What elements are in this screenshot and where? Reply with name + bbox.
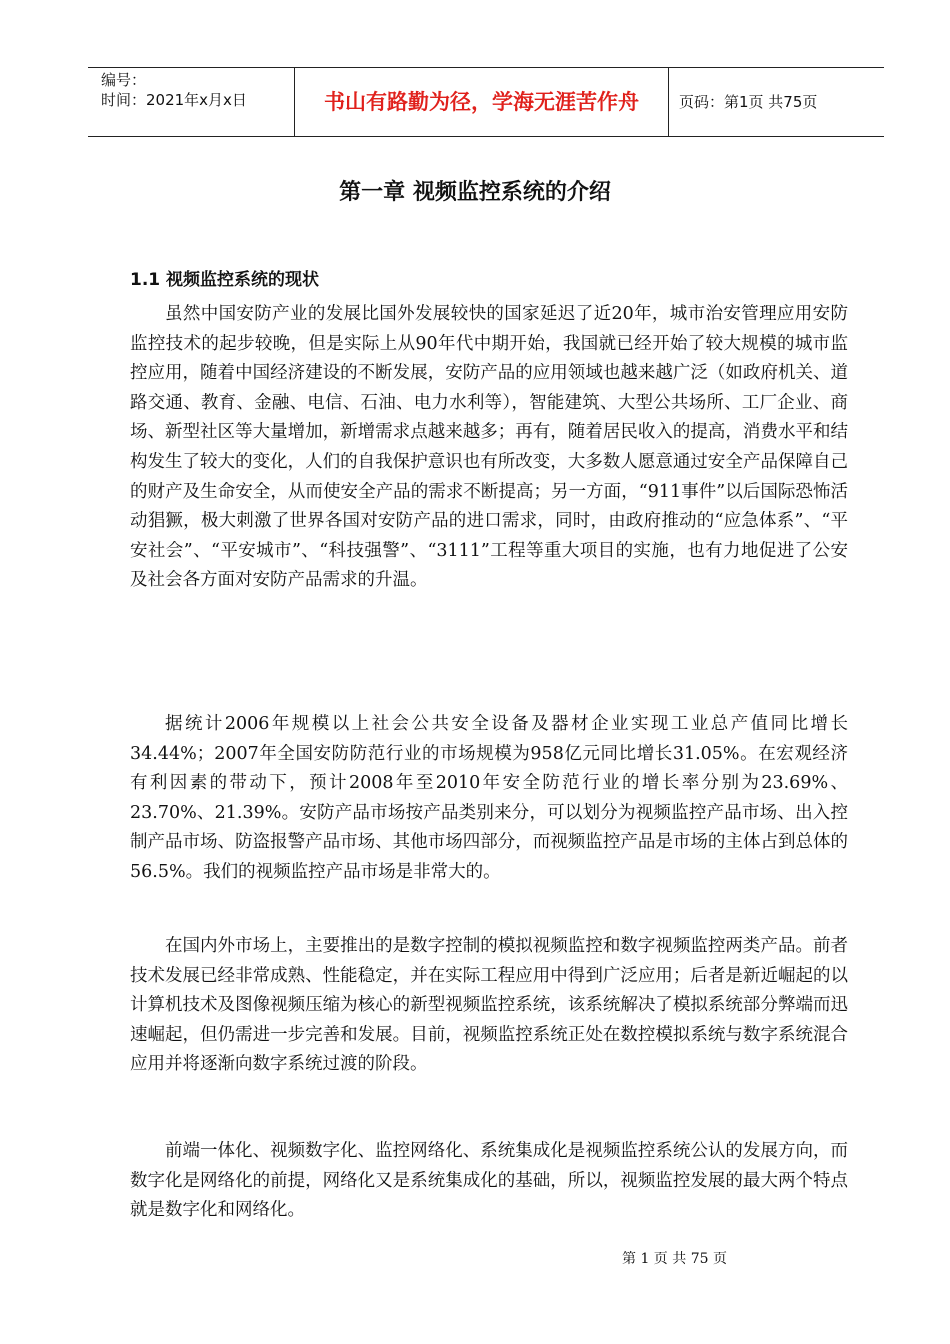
chapter-title: 第一章 视频监控系统的介绍 xyxy=(339,180,611,205)
body-paragraph: 在国内外市场上，主要推出的是数字控制的模拟视频监控和数字视频监控两类产品。前者技术发展已经非常成熟、性能稳定，并在实际工程应用中得到广泛应用；后者是新近崛起的以计算机技术及图像视频压缩为核心的新型视频监控系统，该系统解决了模拟系统部分弊端而迅速崛起，但仍需进一步完善和发展。目前，视频监控系统正处在数控模拟系统与数字系统混合应用并将逐渐向数字系统过渡的阶段。 xyxy=(130,936,848,1075)
header-meta-cell xyxy=(88,68,295,136)
header-motto-cell xyxy=(295,68,669,136)
body-paragraph: 前端一体化、视频数字化、监控网络化、系统集成化是视频监控系统公认的发展方向，而数字化是网络化的前提，网络化又是系统集成化的基础，所以，视频监控发展的最大两个特点就是数字化和网络化。 xyxy=(130,1141,848,1221)
document-time-label: 时间：2021年x月x日 xyxy=(101,91,247,109)
body-paragraph: 据统计2006年规模以上社会公共安全设备及器材企业实现工业总产值同比增长34.44%；2007年全国安防防范行业的市场规模为958亿元同比增长31.05%。在宏观经济有利因素的带动下，预计2008年至2010年安全防范行业的增长率分别为23.69%、23.70%、21.39%。安防产品市场按产品类别来分，可以划分为视频监控产品市场、出入控制产品市场、防盗报警产品市场、其他市场四部分，而视频监控产品是市场的主体占到总体的56.5%。我们的视频监控产品市场是非常大的。 xyxy=(130,714,849,882)
header-motto: 书山有路勤为径，学海无涯苦作舟 xyxy=(324,90,639,114)
page-header xyxy=(88,67,884,137)
header-page-info: 页码：第1页 共75页 xyxy=(679,93,818,111)
document-number-label: 编号： xyxy=(101,71,147,89)
header-page-cell xyxy=(669,68,884,136)
body-paragraph: 虽然中国安防产业的发展比国外发展较快的国家延迟了近20年，城市治安管理应用安防监控技术的起步较晚，但是实际上从90年代中期开始，我国就已经开始了较大规模的城市监控应用，随着中国经济建设的不断发展，安防产品的应用领域也越来越广泛（如政府机关、道路交通、教育、金融、电信、石油、电力水利等），智能建筑、大型公共场所、工厂企业、商场、新型社区等大量增加，新增需求点越来越多；再有，随着居民收入的提高，消费水平和结构发生了较大的变化，人们的自我保护意识也有所改变，大多数人愿意通过安全产品保障自己的财产及生命安全，从而使安全产品的需求不断提高；另一方面，“911事件”以后国际恐怖活动猖獗，极大刺激了世界各国对安防产品的进口需求，同时，由政府推动的“应急体系”、“平安社会”、“平安城市”、“科技强警”、“3111”工程等重大项目的实施，也有力地促进了公安及社会各方面对安防产品需求的升温。 xyxy=(130,304,848,591)
section-heading: 1.1 视频监控系统的现状 xyxy=(130,270,320,290)
page-footer: 第 1 页 共 75 页 xyxy=(622,1251,727,1267)
